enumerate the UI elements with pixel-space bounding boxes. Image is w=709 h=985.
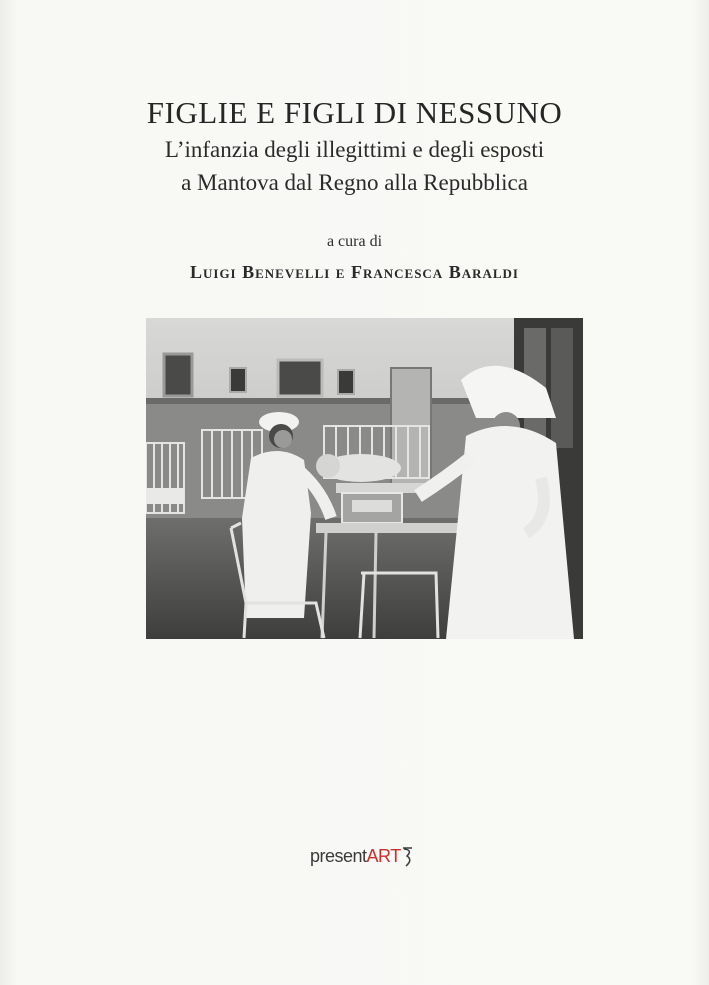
publisher-prefix: present xyxy=(310,846,367,866)
book-title: FIGLIE E FIGLI DI NESSUNO xyxy=(146,95,563,130)
publisher-logo xyxy=(310,846,415,868)
subtitle-line-2: a Mantova dal Regno alla Repubblica xyxy=(181,170,528,195)
publisher-suffix: ART xyxy=(366,846,401,866)
nursery-photo xyxy=(146,318,583,639)
subtitle-line-1: L’infanzia degli illegittimi e degli esposti xyxy=(164,137,545,162)
edited-by-label: a cura di xyxy=(326,233,383,250)
authors: Luigi Benevelli e Francesca Baraldi xyxy=(189,262,519,282)
publisher-mark-icon xyxy=(401,846,415,868)
nursery-photo-illustration xyxy=(146,318,583,639)
